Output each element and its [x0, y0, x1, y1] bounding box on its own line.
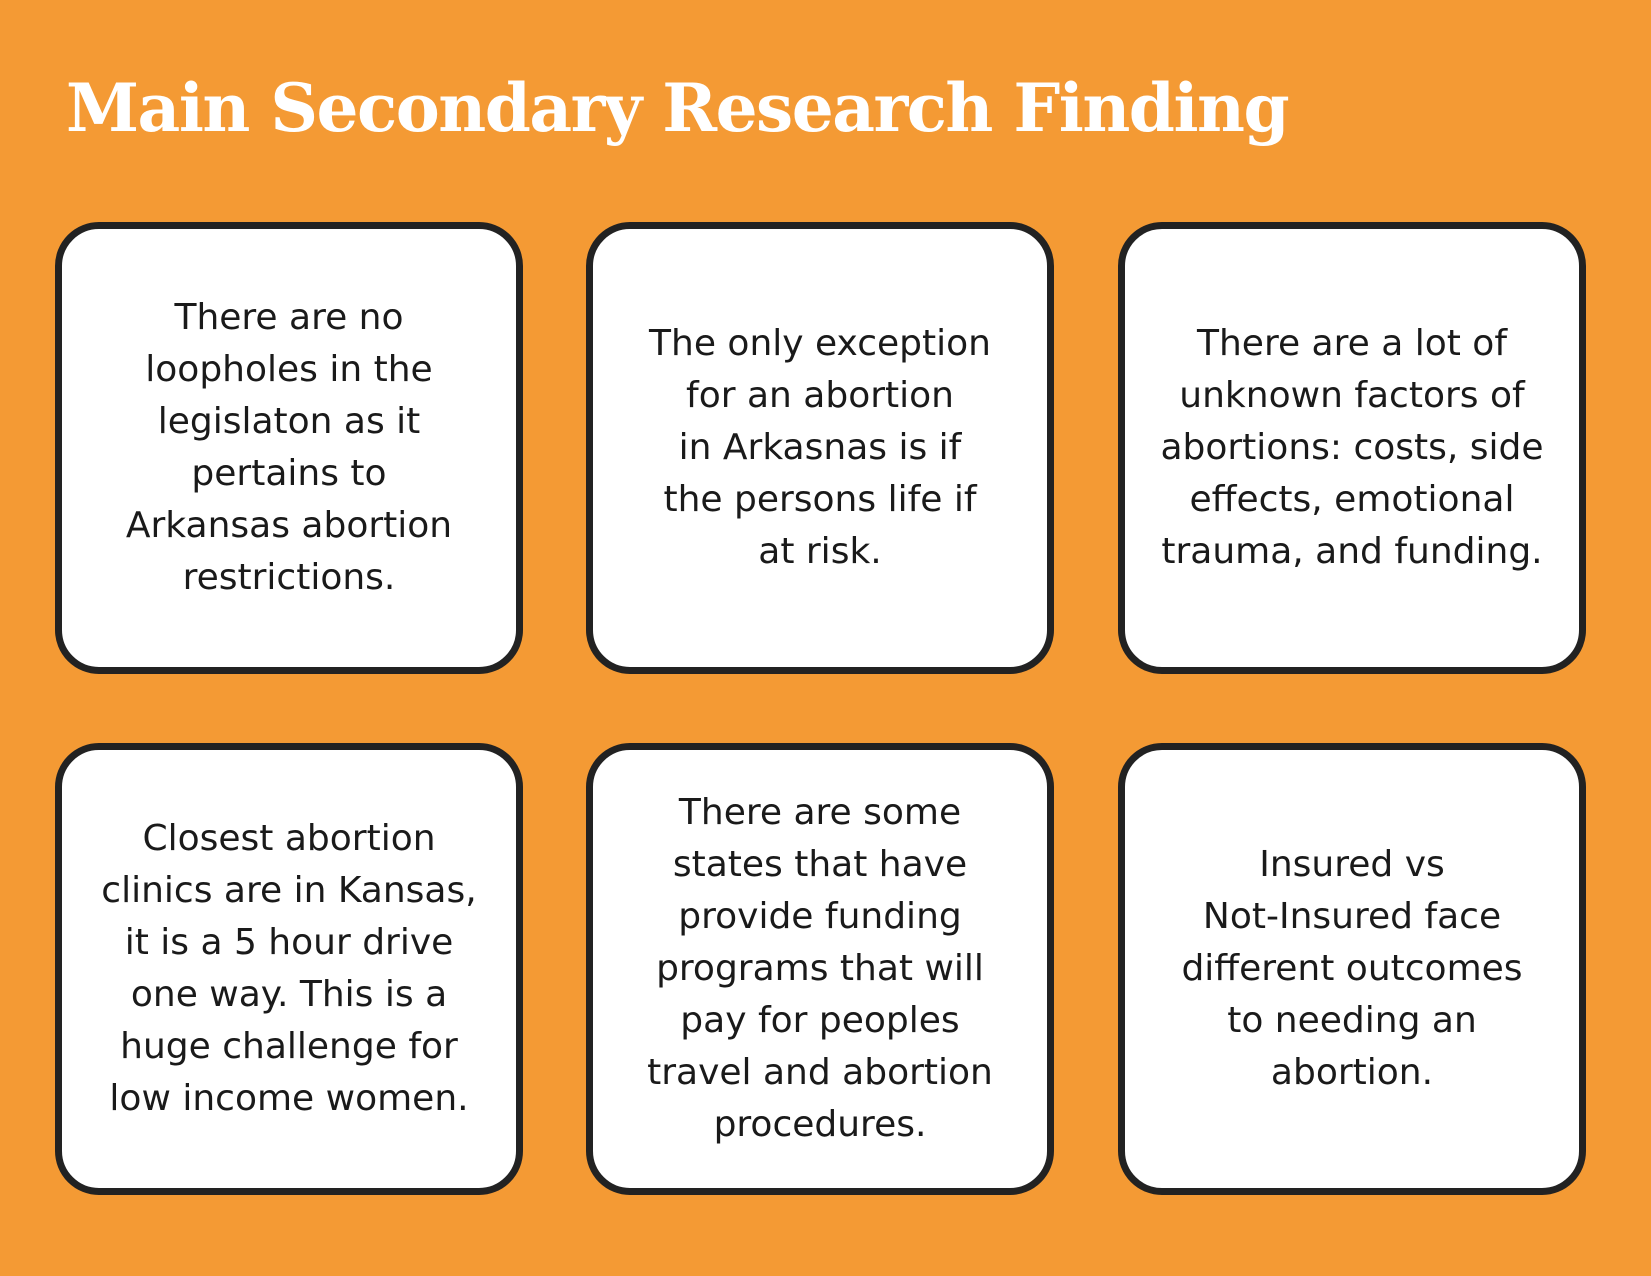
finding-card-text: There are a lot of unknown factors of abortions: costs, side effects, emotional trauma, and funding.: [1160, 323, 1544, 572]
finding-card-text: There are no loopholes in the legislaton as it pertains to Arkansas abortion restrictions.: [125, 297, 453, 598]
finding-card-unknown-factors: [1118, 222, 1586, 674]
finding-card-exception: [586, 222, 1054, 674]
finding-card-insurance: [1118, 743, 1586, 1195]
finding-card-closest-clinics: [55, 743, 523, 1195]
finding-card-loopholes: [55, 222, 523, 674]
finding-card-text: There are some states that have provide funding programs that will pay for peoples travel and abortion procedures.: [647, 792, 993, 1145]
finding-card-funding-programs: [586, 743, 1054, 1195]
finding-card-text: Insured vs Not-Insured face different outcomes to needing an abortion.: [1181, 844, 1523, 1093]
finding-card-text: The only exception for an abortion in Arkasnas is if the persons life if at risk.: [649, 323, 991, 572]
page-title: Main Secondary Research Finding: [66, 69, 1289, 147]
finding-card-text: Closest abortion clinics are in Kansas, it is a 5 hour drive one way. This is a huge challenge for low income women.: [101, 818, 477, 1119]
